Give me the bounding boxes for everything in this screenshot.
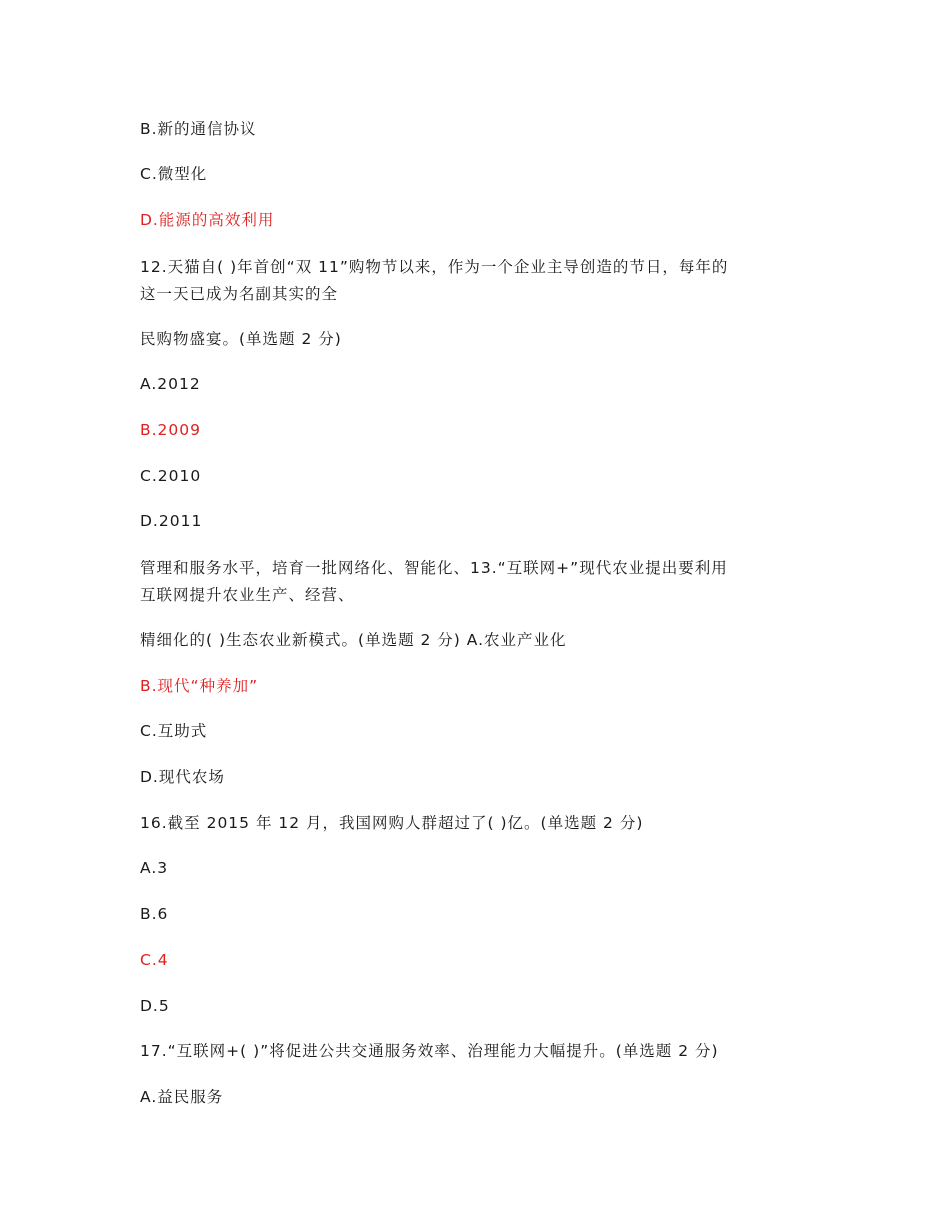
answer-option-line: B.2009 — [140, 421, 202, 439]
question-line: 17.“互联网+( )”将促进公共交通服务效率、治理能力大幅提升。(单选题 2 分) — [140, 1042, 719, 1060]
option-line: A.3 — [140, 859, 169, 877]
answer-option-line: D.能源的高效利用 — [140, 211, 275, 229]
question-line: 16.截至 2015 年 12 月，我国网购人群超过了( )亿。(单选题 2 分) — [140, 814, 644, 832]
option-line: C.互助式 — [140, 722, 208, 740]
answer-option-line: C.4 — [140, 951, 169, 969]
option-line: A.2012 — [140, 375, 201, 393]
option-line: A.益民服务 — [140, 1088, 224, 1106]
question-line: 精细化的( )生态农业新模式。(单选题 2 分) A.农业产业化 — [140, 631, 567, 649]
question-line: 互联网提升农业生产、经营、 — [140, 586, 355, 604]
option-line: D.2011 — [140, 512, 203, 530]
option-line: B.新的通信协议 — [140, 120, 257, 138]
option-line: B.6 — [140, 905, 169, 923]
option-line: C.微型化 — [140, 165, 208, 183]
question-line: 民购物盛宴。(单选题 2 分) — [140, 330, 342, 348]
option-line: D.5 — [140, 997, 170, 1015]
option-line: C.2010 — [140, 467, 202, 485]
option-line: D.现代农场 — [140, 768, 225, 786]
question-line: 管理和服务水平，培育一批网络化、智能化、13.“互联网+”现代农业提出要利用 — [140, 559, 728, 577]
question-line: 12.天猫自( )年首创“双 11”购物节以来，作为一个企业主导创造的节日，每年的 — [140, 258, 729, 276]
answer-option-line: B.现代“种养加” — [140, 677, 259, 695]
question-line: 这一天已成为名副其实的全 — [140, 285, 339, 303]
